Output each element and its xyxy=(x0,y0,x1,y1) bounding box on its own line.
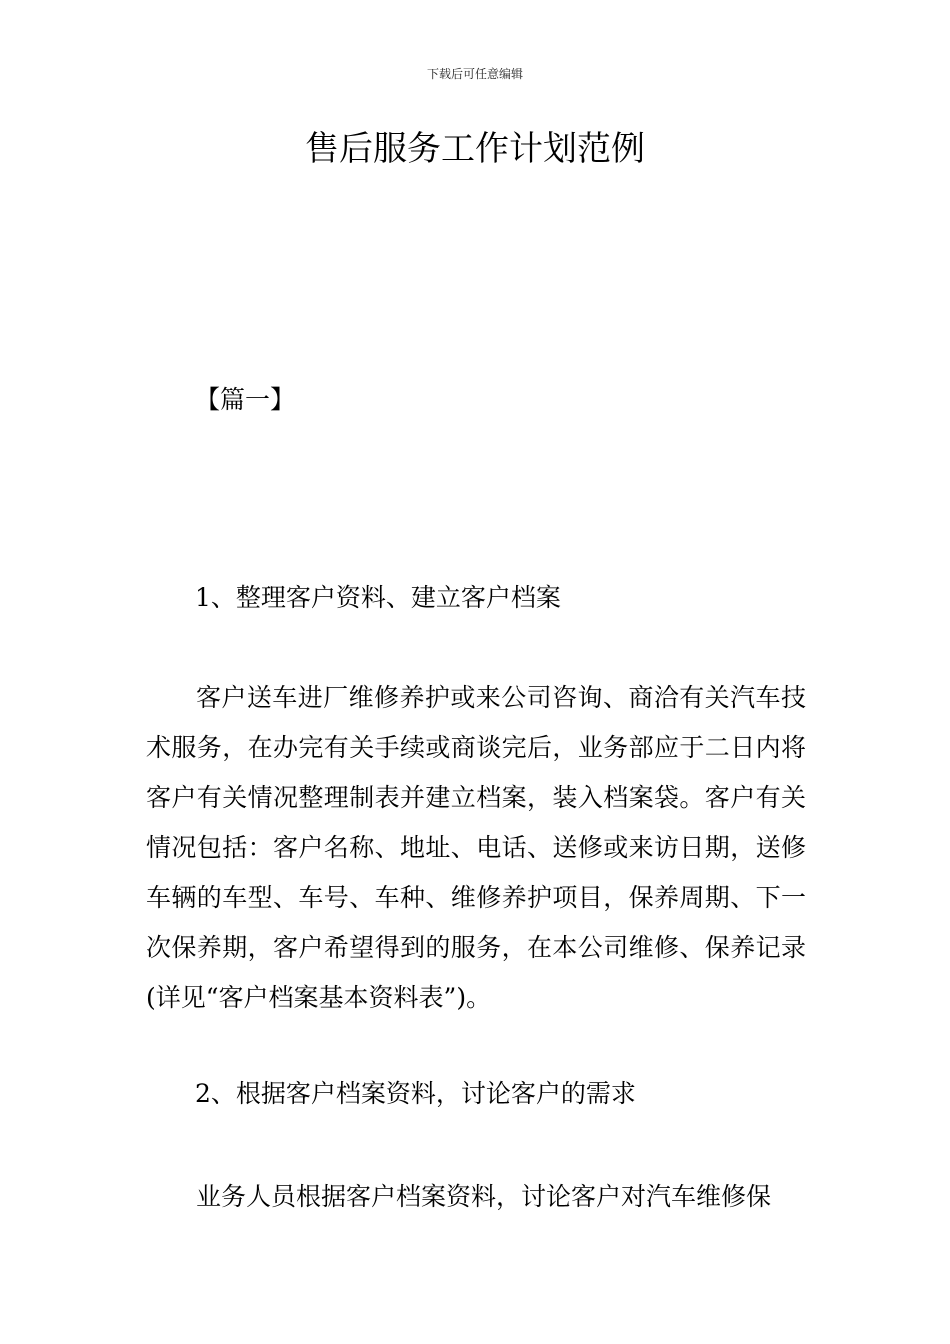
header-note: 下载后可任意编辑 xyxy=(426,67,523,81)
section-heading-2: 2、根据客户档案资料，讨论客户的需求 xyxy=(195,1079,636,1108)
document-title: 售后服务工作计划范例 xyxy=(305,129,645,169)
section-paragraph-2: 业务人员根据客户档案资料，讨论客户对汽车维修保 xyxy=(196,1182,772,1211)
section-paragraph-1: 客户送车进厂维修养护或来公司咨询、商洽有关汽车技术服务，在办完有关手续或商谈完后，业务部应于二日内将客户有关情况整理制表并建立档案，装入档案袋。客户有关情况包括：客户名称、地址、电话、送修或来访日期，送修车辆的车型、车号、车种、维修养护项目，保养周期、下一次保养期，客户希望得到的服务，在本公司维修、保养记录(详见“客户档案基本资料表”)。 xyxy=(146,683,806,1012)
section-heading-1: 1、整理客户资料、建立客户档案 xyxy=(195,583,561,612)
section-label: 【篇一】 xyxy=(195,385,296,414)
